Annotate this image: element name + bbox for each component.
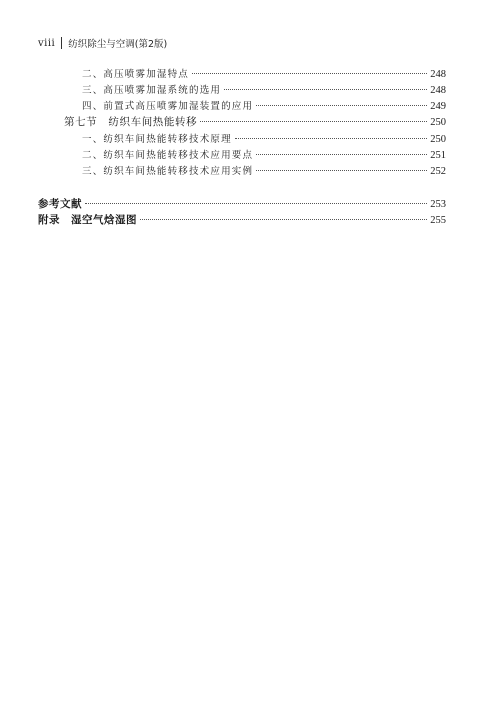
toc-entry-page: 248 xyxy=(430,85,446,96)
toc-entry-page: 253 xyxy=(430,199,446,210)
dot-leader xyxy=(256,170,427,171)
toc-chapter-entry[interactable] xyxy=(38,196,446,211)
toc-entry-title: 第七节 纺织车间热能转移 xyxy=(64,116,198,128)
toc-entry[interactable] xyxy=(82,98,446,113)
page-number: viii xyxy=(38,37,56,49)
toc-entry[interactable] xyxy=(82,66,446,81)
toc-entry-page: 255 xyxy=(430,215,446,226)
toc-chapter-entry[interactable] xyxy=(38,212,446,227)
toc-entry-page: 250 xyxy=(430,134,446,145)
dot-leader xyxy=(140,219,427,220)
dot-leader xyxy=(200,121,427,122)
dot-leader xyxy=(192,73,427,74)
toc-entry-page: 251 xyxy=(430,150,446,161)
toc-entry-title: 一、纺织车间热能转移技术原理 xyxy=(82,134,232,145)
toc-entry-title: 三、高压喷雾加湿系统的选用 xyxy=(82,85,222,96)
toc-entry-page: 250 xyxy=(430,117,446,128)
dot-leader xyxy=(256,154,427,155)
toc-entry-title: 二、纺织车间热能转移技术应用要点 xyxy=(82,150,254,161)
toc-entry[interactable] xyxy=(82,131,446,146)
toc-entry-title: 三、纺织车间热能转移技术应用实例 xyxy=(82,166,254,177)
toc-entry-title: 参考文献 xyxy=(38,198,82,210)
dot-leader xyxy=(85,203,427,204)
toc-section-entry[interactable] xyxy=(64,114,446,129)
toc-entry-title: 附录 湿空气焓湿图 xyxy=(38,214,137,226)
toc-entry[interactable] xyxy=(82,82,446,97)
toc-entry-page: 248 xyxy=(430,69,446,80)
dot-leader xyxy=(235,138,427,139)
toc-entry-title: 四、前置式高压喷雾加湿装置的应用 xyxy=(82,101,254,112)
toc-entry[interactable] xyxy=(82,163,446,178)
dot-leader xyxy=(224,89,427,90)
toc-entry-title: 二、高压喷雾加湿特点 xyxy=(82,69,190,80)
book-title: 纺织除尘与空调(第2版) xyxy=(68,39,168,50)
header-divider xyxy=(61,37,62,49)
toc-entry-page: 249 xyxy=(430,101,446,112)
running-header xyxy=(38,36,167,50)
toc-entry-page: 252 xyxy=(430,166,446,177)
dot-leader xyxy=(256,105,427,106)
toc-entry[interactable] xyxy=(82,147,446,162)
